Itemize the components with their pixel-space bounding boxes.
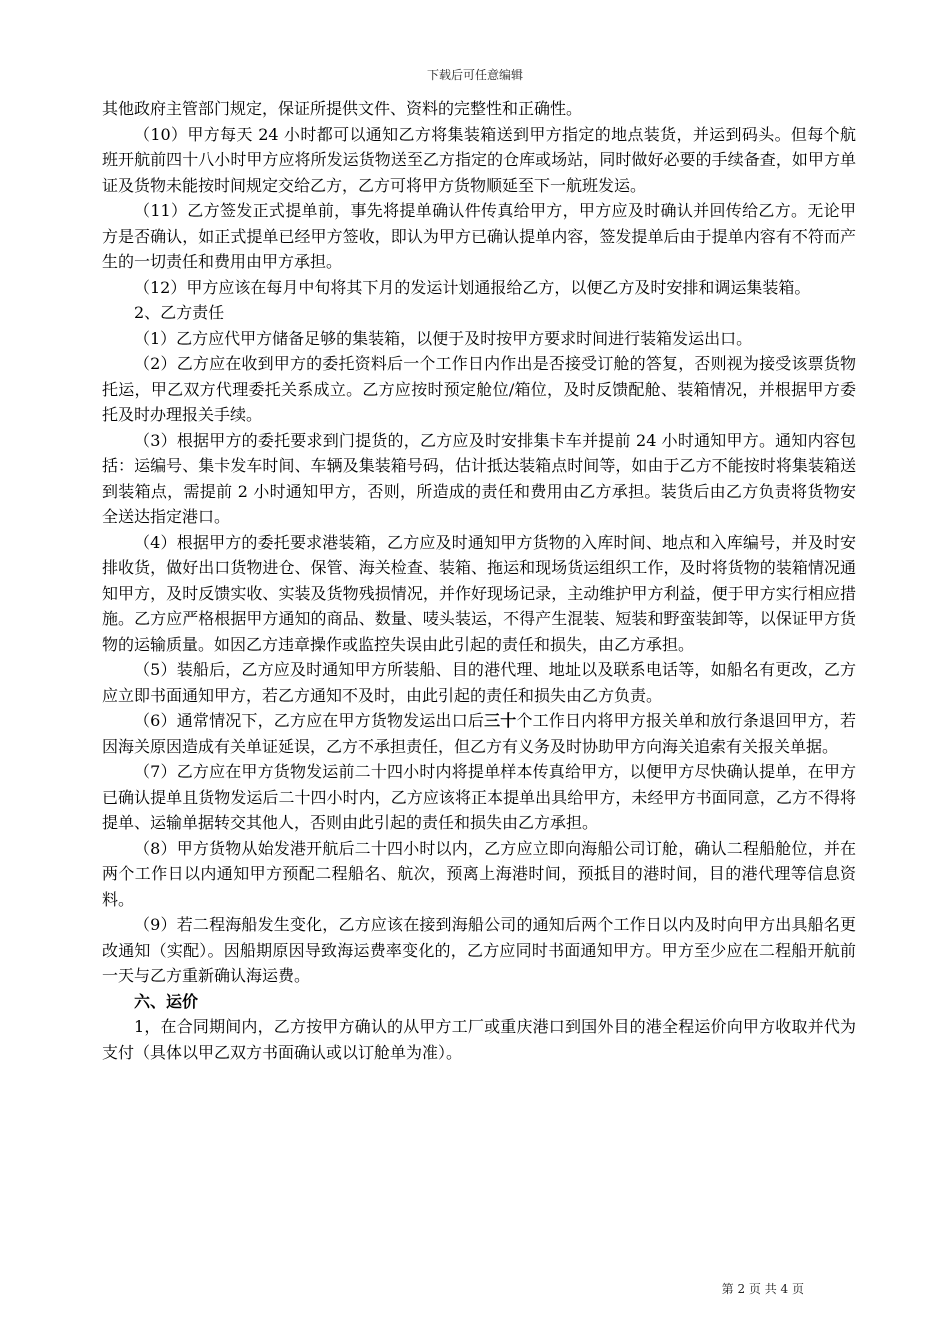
paragraph: （1）乙方应代甲方储备足够的集装箱，以便于及时按甲方要求时间进行装箱发运出口。 [134,328,753,348]
paragraph: 1，在合同期间内，乙方按甲方确认的从甲方工厂或重庆港口到国外目的港全程运价向甲方收取并代为支付（具体以甲乙双方书面确认或以订舱单为准）。 [102,1017,856,1062]
paragraph: （11）乙方签发正式提单前，事先将提单确认件传真给甲方，甲方应及时确认并回传给乙方。无论甲方是否确认，如正式提单已经甲方签收，即认为甲方已确认提单内容，签发提单后由于提单内容有不符而产生的一切责任和费用由甲方承担。 [102,201,856,271]
page-header: 下载后可任意编辑 [426,68,523,82]
paragraph: （4）根据甲方的委托要求港装箱，乙方应及时通知甲方货物的入库时间、地点和入库编号，并及时安排收货，做好出口货物进仓、保管、海关检查、装箱、拖运和现场货运组织工作，及时将货物的装箱情况通知甲方，及时反馈实收、实装及货物残损情况，并作好现场记录，主动维护甲方利益，便于甲方实行相应措施。乙方应严格根据甲方通知的商品、数量、唛头装运，不得产生混装、短装和野蛮装卸等，以保证甲方货物的运输质量。如因乙方违章操作或监控失误由此引起的责任和损失，由乙方承担。 [102,532,856,654]
paragraph: （10）甲方每天 24 小时都可以通知乙方将集装箱送到甲方指定的地点装货，并运到码头。但每个航班开航前四十八小时甲方应将所发运货物送至乙方指定的仓库或场站，同时做好必要的手续备查，如甲方单证及货物未能按时间规定交给乙方，乙方可将甲方货物顺延至下一航班发运。 [102,124,856,195]
bold-text-run: 三十 [484,711,517,730]
section-heading: 六、运价 [134,991,199,1011]
paragraph: （7）乙方应在甲方货物发运前二十四小时内将提单样本传真给甲方，以便甲方尽快确认提单，在甲方已确认提单且货物发运后二十四小时内，乙方应该将正本提单出具给甲方，未经甲方书面同意，乙方不得将提单、运输单据转交其他人，否则由此引起的责任和损失由乙方承担。 [102,762,856,832]
text-run: 个工作日内将甲方报关单和放行条退回甲方，若因海关原因造成有关单证延误，乙方不承担责任，但乙方有义务及时协助甲方向海关追索有关报关单据。 [102,711,856,756]
text-run: （6）通常情况下，乙方应在甲方货物发运出口后 [134,711,485,730]
section-subheading: 2、乙方责任 [134,303,225,322]
paragraph: （8）甲方货物从始发港开航后二十四小时以内，乙方应立即向海船公司订舱，确认二程船舱位，并在两个工作日以内通知甲方预配二程船名、航次，预离上海港时间，预抵目的港时间，目的港代理等信息资料。 [102,838,856,909]
paragraph: （5）装船后，乙方应及时通知甲方所装船、目的港代理、地址以及联系电话等，如船名有更改，乙方应立即书面通知甲方，若乙方通知不及时，由此引起的责任和损失由乙方负责。 [102,660,856,705]
paragraph: （12）甲方应该在每月中旬将其下月的发运计划通报给乙方，以便乙方及时安排和调运集装箱。 [134,277,811,297]
paragraph: 其他政府主管部门规定，保证所提供文件、资料的完整性和正确性。 [102,99,583,118]
paragraph: （3）根据甲方的委托要求到门提货的，乙方应及时安排集卡车并提前 24 小时通知甲方。通知内容包括：运编号、集卡发车时间、车辆及集装箱号码，估计抵达装箱点时间等，如由于乙方不能按时将集装箱送到装箱点，需提前 2 小时通知甲方，否则，所造成的责任和费用由乙方承担。装货后由乙方负责将货物安全送达指定港口。 [102,430,856,526]
document-body [102,96,856,1065]
page-footer: 第 2 页 共 4 页 [721,1282,804,1296]
paragraph: （2）乙方应在收到甲方的委托资料后一个工作日内作出是否接受订舱的答复，否则视为接受该票货物托运，甲乙双方代理委托关系成立。乙方应按时预定舱位/箱位，及时反馈配舱、装箱情况，并根据甲方委托及时办理报关手续。 [102,354,856,424]
paragraph [102,708,856,759]
paragraph: （9）若二程海船发生变化，乙方应该在接到海船公司的通知后两个工作日以内及时向甲方出具船名更改通知（实配）。因船期原因导致海运费率变化的，乙方应同时书面通知甲方。甲方至少应在二程船开航前一天与乙方重新确认海运费。 [102,915,856,985]
